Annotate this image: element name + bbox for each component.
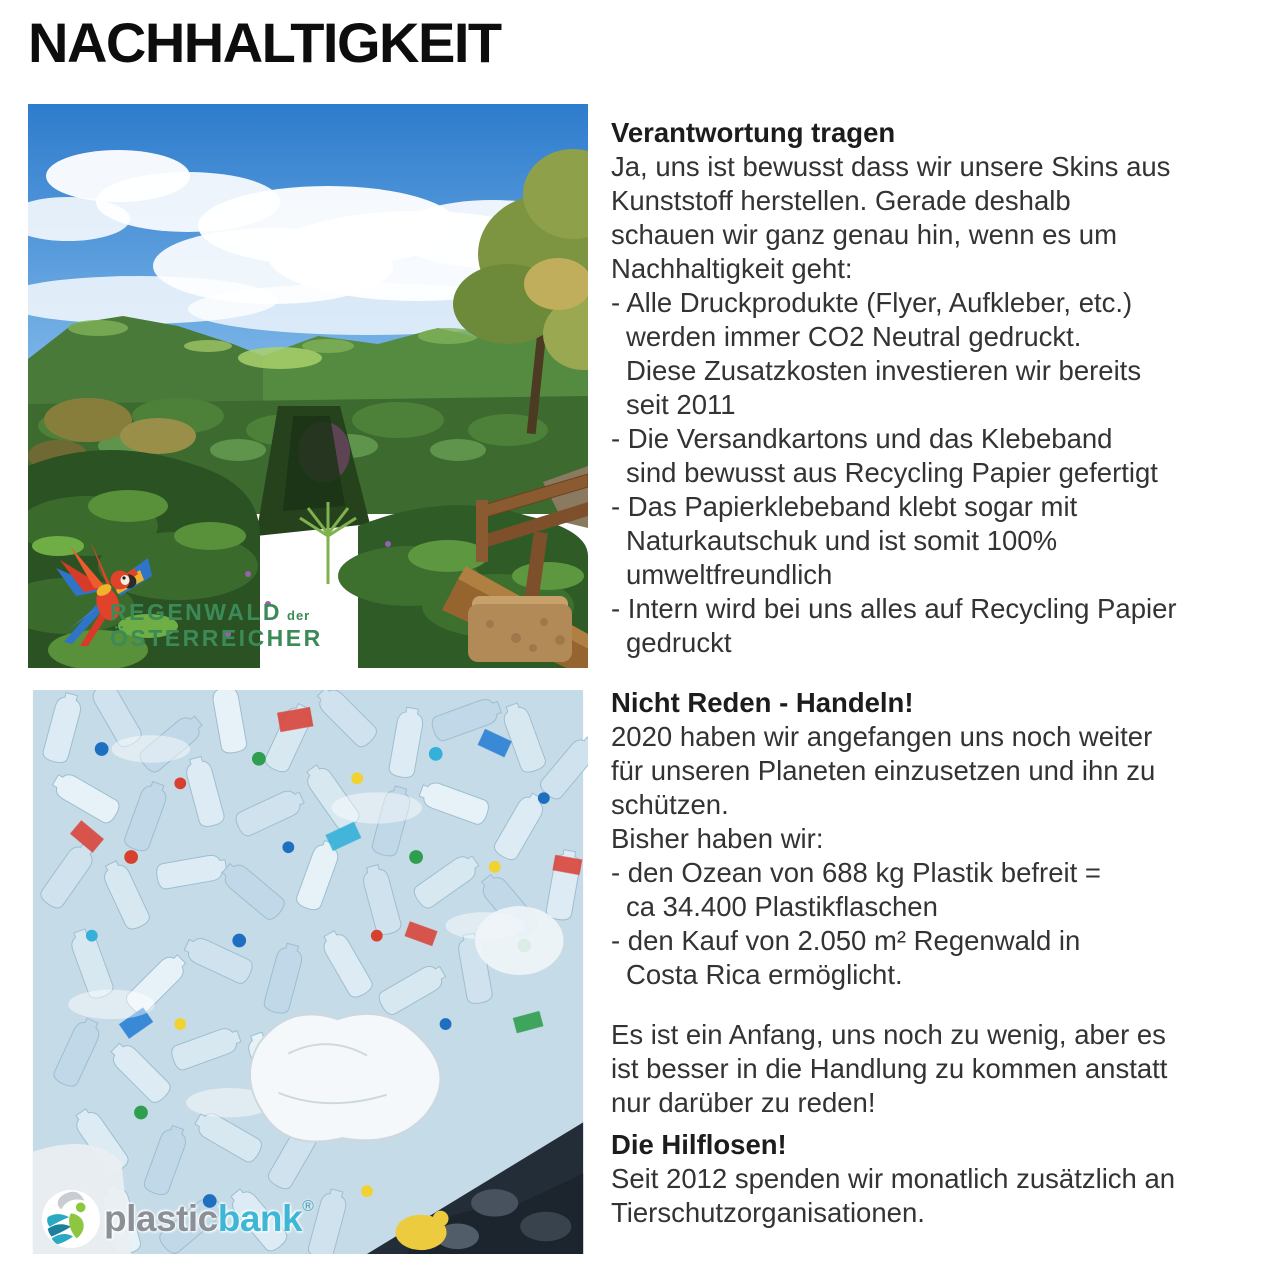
plastic-bag <box>250 1014 441 1142</box>
regenwald-logo <box>28 104 588 668</box>
section-heading: Nicht Reden - Handeln! <box>611 687 914 718</box>
text-line: ca 34.400 Plastikflaschen <box>626 891 938 922</box>
paragraph-gap <box>611 992 1279 1018</box>
text-line: schützen. <box>611 789 729 820</box>
text-line: gedruckt <box>626 627 732 658</box>
plasticbank-text-plastic: plastic <box>104 1198 218 1239</box>
text-line: ist besser in die Handlung zu kommen anstatt <box>611 1053 1168 1084</box>
text-line: Tierschutzorganisationen. <box>611 1197 925 1228</box>
regenwald-line2: ÖSTERREICHER <box>110 625 323 651</box>
text-line: Costa Rica ermöglicht. <box>626 959 903 990</box>
paragraph-gap <box>611 660 1279 686</box>
text-line: Diese Zusatzkosten investieren wir bereits <box>626 355 1142 386</box>
text-line: sind bewusst aus Recycling Papier gefertigt <box>626 457 1158 488</box>
page-title: NACHHALTIGKEIT <box>28 11 501 74</box>
text-line: Bisher haben wir: <box>611 823 824 854</box>
text-column <box>611 116 1279 1230</box>
plasticbank-wave-icon <box>40 1188 102 1250</box>
text-line: Es ist ein Anfang, uns noch zu wenig, aber es <box>611 1019 1166 1050</box>
text-line: für unseren Planeten einzusetzen und ihn zu <box>611 755 1156 786</box>
section-heading: Die Hilflosen! <box>611 1129 787 1160</box>
bullet-line: - Intern wird bei uns alles auf Recycling Papier <box>611 593 1177 624</box>
text-line: schauen wir ganz genau hin, wenn es um <box>611 219 1118 250</box>
text-line: seit 2011 <box>626 389 736 420</box>
text-line: Nachhaltigkeit geht: <box>611 253 853 284</box>
plastic-bottles-photo <box>28 690 588 1254</box>
section-heading: Verantwortung tragen <box>611 117 896 148</box>
text-line: werden immer CO2 Neutral gedruckt. <box>626 321 1082 352</box>
rainforest-photo <box>28 104 588 668</box>
bullet-line: - Das Papierklebeband klebt sogar mit <box>611 491 1078 522</box>
text-line: 2020 haben wir angefangen uns noch weiter <box>611 721 1153 752</box>
text-line: Naturkautschuk und ist somit 100% <box>626 525 1058 556</box>
bullet-line: - Alle Druckprodukte (Flyer, Aufkleber, etc.) <box>611 287 1133 318</box>
plasticbank-logo <box>40 1188 313 1250</box>
regenwald-line1: REGENWALD <box>110 599 282 625</box>
plasticbank-wordmark <box>104 1198 313 1240</box>
bullet-line: - den Kauf von 2.050 m² Regenwald in <box>611 925 1081 956</box>
bullet-line: - Die Versandkartons und das Klebeband <box>611 423 1113 454</box>
registered-trademark-symbol: ® <box>302 1198 314 1215</box>
paragraph-gap <box>611 1120 1279 1128</box>
regenwald-logo-text <box>110 599 323 651</box>
text-line: nur darüber zu reden! <box>611 1087 876 1118</box>
text-line: Seit 2012 spenden wir monatlich zusätzlich an <box>611 1163 1176 1194</box>
text-line: Ja, uns ist bewusst dass wir unsere Skins aus <box>611 151 1171 182</box>
regenwald-line1-small: der <box>287 608 311 623</box>
bullet-line: - den Ozean von 688 kg Plastik befreit = <box>611 857 1101 888</box>
text-line: Kunststoff herstellen. Gerade deshalb <box>611 185 1071 216</box>
plastic-bottles-scene <box>28 690 588 1254</box>
text-line: umweltfreundlich <box>626 559 833 590</box>
plasticbank-text-bank: bank <box>217 1198 303 1239</box>
